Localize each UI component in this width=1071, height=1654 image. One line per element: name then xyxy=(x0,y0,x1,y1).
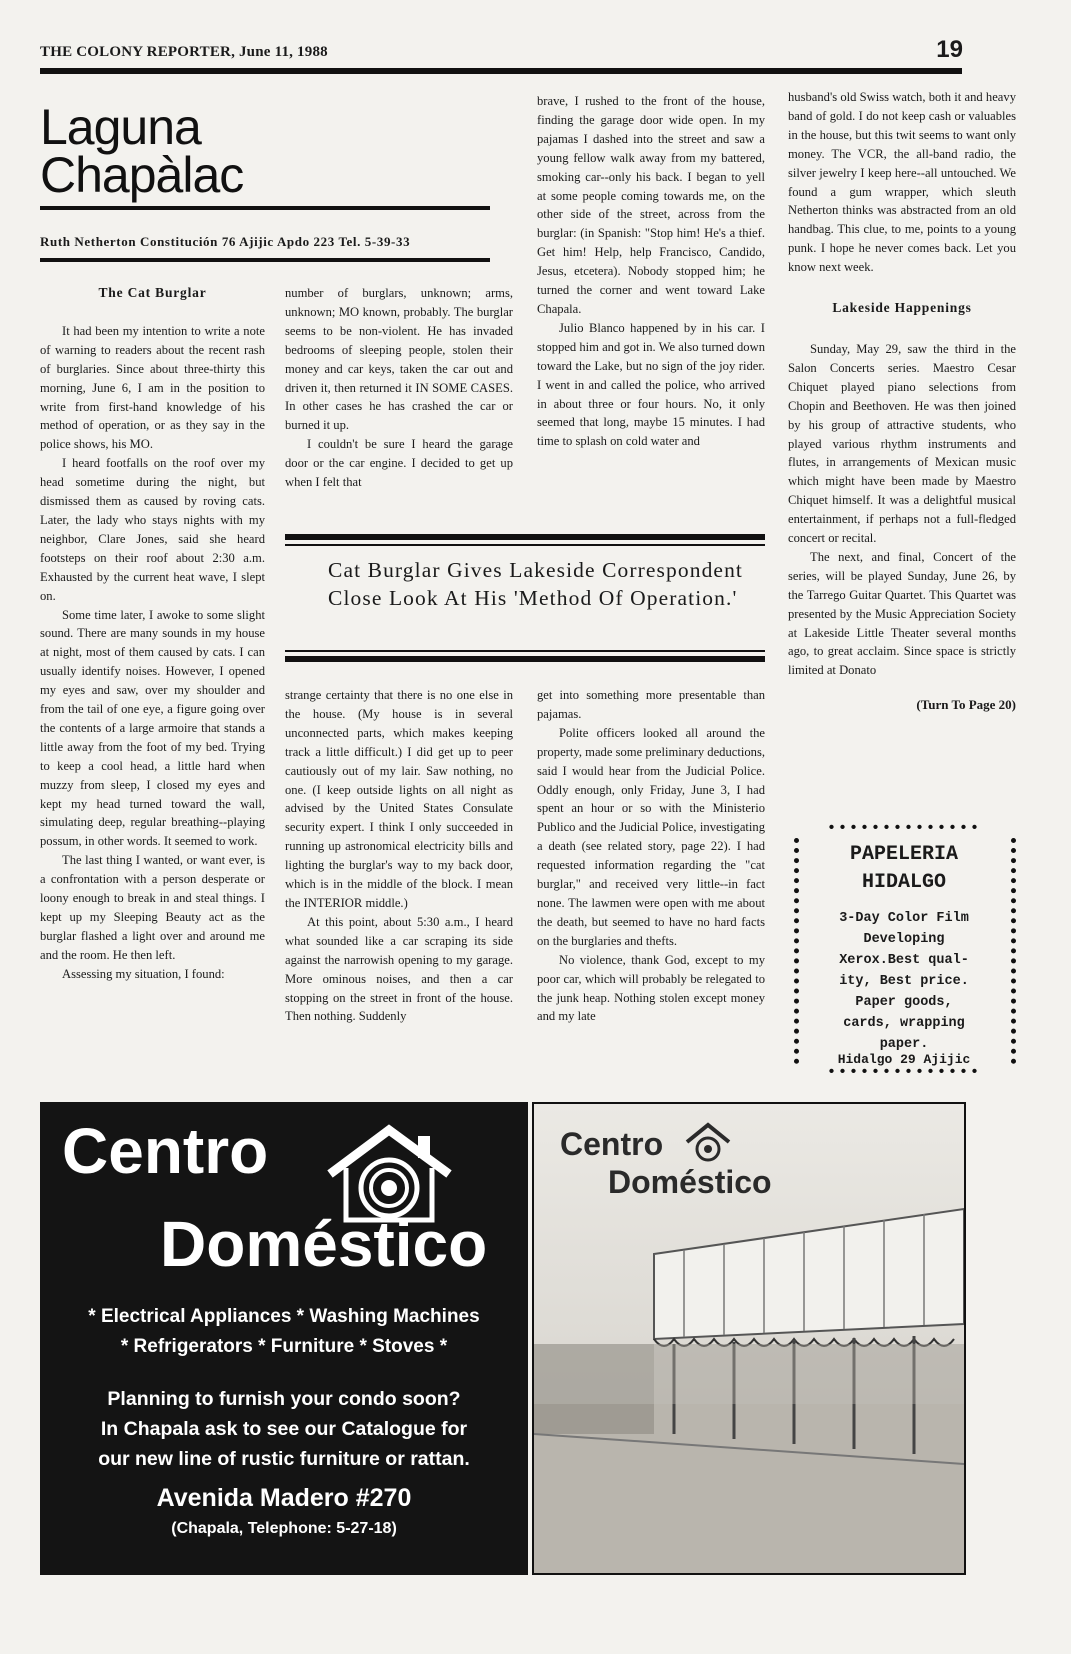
article-column-4 xyxy=(788,88,1016,715)
article-headline: Cat Burglar Gives Lakeside Correspondent Close Look At His 'Method Of Operation.' xyxy=(328,558,743,610)
article-column-2-top xyxy=(285,284,513,492)
centro-ad-name-1: Centro xyxy=(62,1115,269,1187)
papeleria-line: Developing xyxy=(863,932,945,947)
article-paragraph: The last thing I wanted, or want ever, is a confrontation with a person desperate or loony enough to break in and steal things. I kept up my Sleeping Beauty act as the burglar flashed a light over and around me and the room. He then left. xyxy=(40,853,265,962)
byline: Ruth Netherton Constitución 76 Ajijic Apdo 223 Tel. 5-39-33 xyxy=(40,234,411,249)
papeleria-line: Paper goods, xyxy=(855,995,953,1010)
article-column-3-top xyxy=(537,92,765,451)
article-paragraph: Julio Blanco happened by in his car. I stopped him and got in. We also turned down toward the Lake, but no sign of the joy rider. I went in and called the police, who arrived in about three or four hours. No, it only seemed that long, maybe 15 minutes. I had time to splash on cold water and xyxy=(537,320,765,449)
centro-ad-products xyxy=(40,1302,528,1362)
dotted-border-right xyxy=(1005,838,1016,1064)
dotted-border-bottom: •••••••••••••• xyxy=(826,1064,982,1081)
centro-ad-phone: (Chapala, Telephone: 5-27-18) xyxy=(171,1520,397,1537)
logo-rule xyxy=(40,206,490,210)
article-paragraph: get into something more presentable than pajamas. xyxy=(537,688,765,721)
papeleria-line: ity, Best price. xyxy=(839,974,969,989)
article-paragraph: number of burglars, unknown; arms, unknown; MO known, probably. The burglar seems to be non-violent. He has invaded bedrooms of sleeping people, stolen their money and car keys, taken the car out and driven it, then returned it IN SOME CASES. In other cases he has crashed the car or burned it up. xyxy=(285,286,513,433)
dotted-border-top: •••••••••••••• xyxy=(826,820,982,837)
article-paragraph: At this point, about 5:30 a.m., I heard what sounded like a car scraping its side against the narrowish opening to my garage. More ominous noises, and then a car stopping on the street in front of the house. Then nothing. Suddenly xyxy=(285,914,513,1024)
lakeside-paragraph: Sunday, May 29, saw the third in the Salon Concerts series. Maestro Cesar Chiquet played piano selections from Chopin and Beethoven. He was then joined by his group of attractive students, who played various rhythm instruments and flutes, in arrangements of Mexican music which might have been made by Maestro Chiquet himself. It was a delightful musical entertainment, if perhaps not a full-fledged concert or recital. xyxy=(788,341,1016,546)
centro-ad-pitch-line-1: Planning to furnish your condo soon? xyxy=(107,1388,461,1410)
headline-rule-top xyxy=(285,534,765,540)
article-subhead: The Cat Burglar xyxy=(98,285,207,300)
article-paragraph: strange certainty that there is no one else in the house. (My house is in several unconnected parts, which makes keeping track a little difficult.) I did get up to peer cautiously out of my lair. Saw nothing, no one. (I keep outside lights on all night as advised by the United States Consulate security expert. I think I only succeeded in running up astronomical electricity bills and lighting the burglar's way to my back door, which is in the middle of the block. I mean the INTERIOR middle.) xyxy=(285,688,513,910)
centro-ad-products-line-1: * Electrical Appliances * Washing Machines xyxy=(88,1306,480,1327)
headline-rule-top-thin xyxy=(285,544,765,546)
papeleria-address: Hidalgo 29 Ajijic xyxy=(837,1052,971,1067)
article-paragraph: Some time later, I awoke to some slight sound. There are many sounds in my house at night, most of them caused by cats. I can usually identify noises. However, I opened my eyes and saw, over my shoulder and from the tail of one eye, a figure going over the contents of a large armoire that stands a little away from the foot of my bed. Trying to keep a cool head, a little hard when muzzy from sleep, I closed my eyes and kept my head turned toward the wall, simulating deep, regular breathing--playing possum, in other words. It seemed to work. xyxy=(40,607,265,849)
lakeside-heading: Lakeside Happenings xyxy=(832,300,972,316)
centro-ad-pitch-line-2: In Chapala ask to see our Catalogue for xyxy=(100,1418,468,1440)
headline-rule-bottom xyxy=(285,656,765,662)
article-column-2-bottom xyxy=(285,686,513,1026)
article-paragraph: Assessing my situation, I found: xyxy=(62,966,225,981)
photo-sign-name-1: Centro xyxy=(560,1126,664,1162)
photo-sign-logo-icon xyxy=(684,1122,732,1164)
papeleria-line: cards, wrapping xyxy=(843,1016,965,1031)
centro-ad-pitch-line-3: our new line of rustic furniture or rattan. xyxy=(98,1448,470,1470)
byline-rule xyxy=(40,258,490,262)
article-paragraph: I couldn't be sure I heard the garage door or the car engine. I decided to get up when I felt that xyxy=(285,437,513,490)
photo-sign-name-2: Doméstico xyxy=(608,1164,772,1200)
storefront-photo xyxy=(532,1102,966,1575)
article-paragraph: It had been my intention to write a note of warning to readers about the recent rash of burglaries. Since about three-thirty this morning, June 6, I am in the position to write from first-hand knowledge of his method of operation, or as they say in the police shows, his MO. xyxy=(40,323,265,452)
masthead-publication: THE COLONY REPORTER, June 11, 1988 xyxy=(40,44,328,60)
papeleria-line: Xerox.Best qual- xyxy=(839,953,969,968)
centro-ad-name-2: Doméstico xyxy=(160,1208,488,1280)
jump-line: (Turn To Page 20) xyxy=(916,697,1016,713)
papeleria-details xyxy=(804,908,1004,1055)
column-logo-line2: Chapàlac xyxy=(40,147,244,203)
article-paragraph: No violence, thank God, except to my poor car, which will probably be relegated to the junk heap. Nothing stolen except money and my late xyxy=(537,952,765,1024)
article-column-1 xyxy=(40,284,265,984)
article-paragraph: Polite officers looked all around the property, made some preliminary deductions, said I would hear from the Judicial Police. Oddly enough, only Friday, June 3, I had spent an hour or so with the Ministerio Publico and the Judicial Police, investigating a death (see related story, page 22). I had requested information regarding the "cat burglar," and received very little--in fact none. The lawmen were open with me about the death, but seemed to have no hard facts on the burglaries and thefts. xyxy=(537,725,765,948)
papeleria-name-2: HIDALGO xyxy=(861,871,946,894)
centro-ad-address: Avenida Madero #270 xyxy=(156,1484,412,1512)
papeleria-line: 3-Day Color Film xyxy=(839,911,969,926)
article-paragraph: I heard footfalls on the roof over my head sometime during the night, but dismissed them as caused by roving cats. Later, the lady who stays nights with my neighbor, Clare Jones, said she heard footsteps on their roof about 2:30 a.m. Exhausted by the current heat wave, I slept on. xyxy=(40,456,265,603)
masthead-rule xyxy=(40,68,962,74)
centro-ad-products-line-2: * Refrigerators * Furniture * Stoves * xyxy=(120,1336,448,1357)
page-number: 19 xyxy=(936,36,963,63)
headline-rule-bottom-thin xyxy=(285,650,765,652)
lakeside-paragraph: The next, and final, Concert of the series, will be played Sunday, June 26, by the Tarrego Guitar Quartet. This Quartet was presented by the Music Appreciation Society at Lakeside Little Theater several months ago, to great acclaim. Since space is strictly limited at Donato xyxy=(788,549,1016,678)
papeleria-name-1: PAPELERIA xyxy=(849,843,959,866)
papeleria-line: paper. xyxy=(879,1037,929,1052)
papeleria-ad xyxy=(790,820,1018,1082)
article-column-3-bottom xyxy=(537,686,765,1026)
centro-domestico-ad xyxy=(40,1102,528,1575)
column-logo-line1: Laguna xyxy=(40,99,201,155)
article-paragraph: husband's old Swiss watch, both it and heavy band of gold. I do not keep cash or valuables in the house, but this twit seems to want only money. The VCR, the all-band radio, the silver jewelry I keep here--all untouched. We found a gum wrapper, which sleuth Netherton thinks was abstracted from an old handbag. This clue, to me, points to a young punk. I hope he never comes back. Let you know next week. xyxy=(788,90,1016,275)
article-paragraph: brave, I rushed to the front of the house, finding the garage door wide open. In my pajamas I dashed into the street and saw a young fellow walk away from my battered, smoking car--only his back. I began to yell at some people coming towards me, on the other side of the street, across from the burglar: (in Spanish: "Stop him! He's a thief. Get him! Help, help Francisco, Candido, Jesus, etcetera). Nobody stopped him; he turned the corner and went toward Lake Chapala. xyxy=(537,94,765,316)
centro-ad-pitch xyxy=(40,1384,528,1474)
